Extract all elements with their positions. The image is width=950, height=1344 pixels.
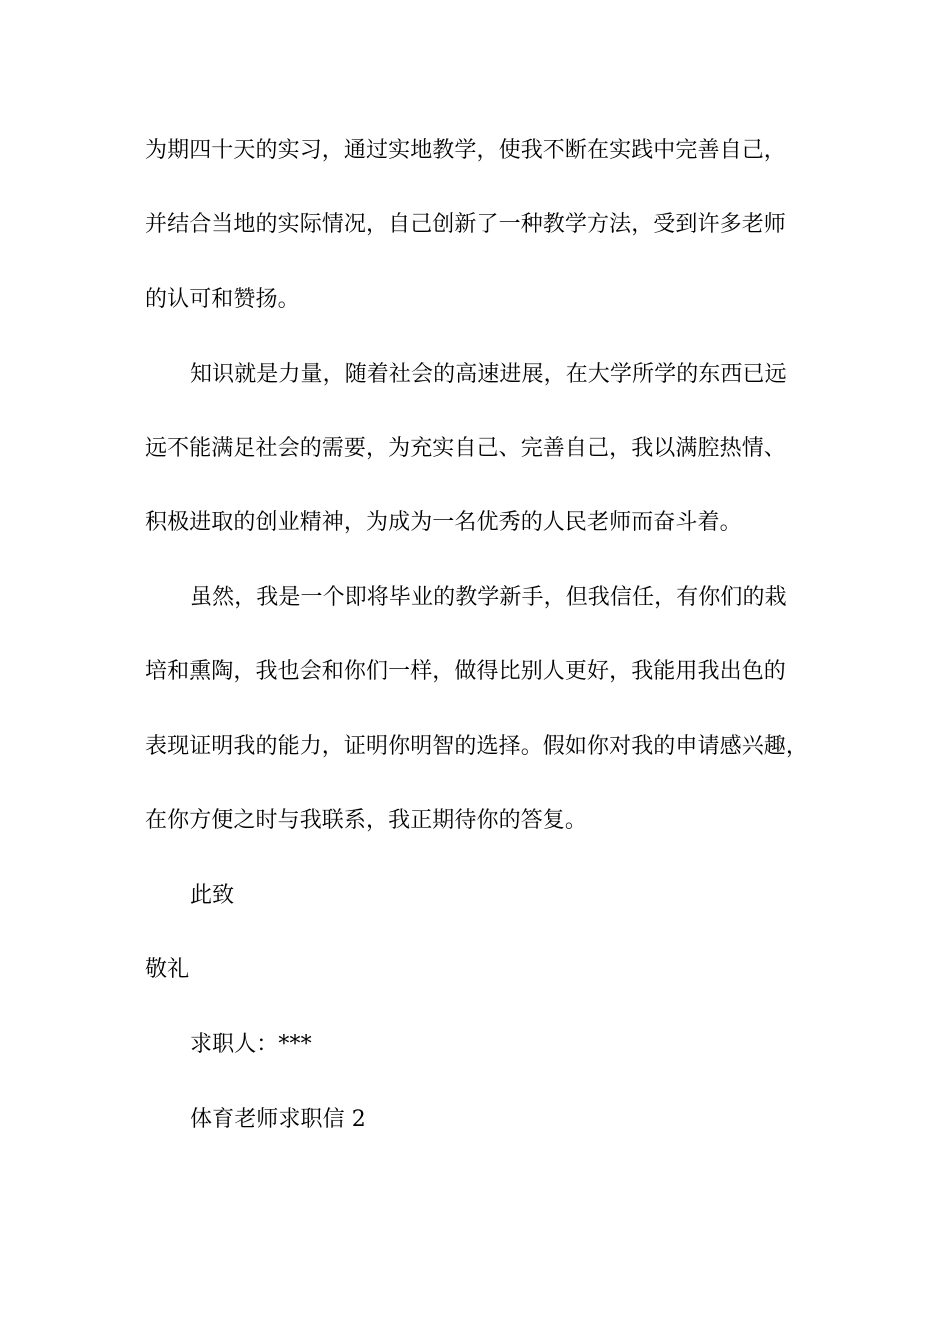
paragraph-line: 培和熏陶，我也会和你们一样，做得比别人更好，我能用我出色的	[145, 659, 786, 684]
paragraph-line: 并结合当地的实际情况，自己创新了一种教学方法，受到许多老师	[145, 212, 786, 237]
paragraph-line: 表现证明我的能力，证明你明智的选择。假如你对我的申请感兴趣，	[145, 734, 809, 759]
paragraph-line: 积极进取的创业精神，为成为一名优秀的人民老师而奋斗着。	[145, 510, 742, 535]
section-heading: 体育老师求职信 2	[190, 1107, 366, 1132]
paragraph-line: 为期四十天的实习，通过实地教学，使我不断在实践中完善自己，	[145, 138, 786, 163]
letter-signature: 求职人：***	[190, 1032, 312, 1057]
letter-salute: 敬礼	[145, 957, 190, 982]
paragraph-line: 在你方便之时与我联系，我正期待你的答复。	[145, 808, 588, 833]
paragraph-line: 远不能满足社会的需要，为充实自己、完善自己，我以满腔热情、	[145, 436, 786, 461]
paragraph-line: 的认可和赞扬。	[145, 287, 300, 312]
paragraph-line: 虽然，我是一个即将毕业的教学新手，但我信任，有你们的栽	[190, 585, 787, 610]
paragraph-line: 知识就是力量，随着社会的高速进展，在大学所学的东西已远	[190, 362, 787, 387]
letter-closing: 此致	[190, 883, 235, 908]
